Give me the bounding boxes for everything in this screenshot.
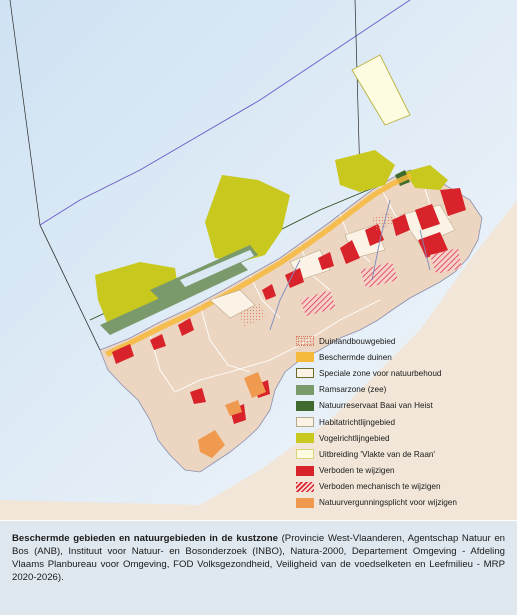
legend-swatch [296,352,314,362]
legend-swatch [296,433,314,443]
legend-label: Verboden mechanisch te wijzigen [319,482,441,492]
caption-source: (Provincie West-Vlaanderen, Agentschap Natuur en Bos (ANB), Instituut voor Natuur- en Bosonderzoek (INBO), Natura-2000, Departement Omgeving - Afdeling Vlaams Planbureau voor Omgeving, FOD Volksgezondheid, Veiligheid van de voedselketen en Leefmilieu - MRP 2020-2026). [12,533,506,583]
legend-label: Vogelrichtlijngebied [319,433,390,443]
legend-swatch [296,482,314,492]
legend-item [296,365,511,381]
legend-swatch [296,368,314,378]
legend-swatch [296,449,314,459]
legend-label: Speciale zone voor natuurbehoud [319,368,442,378]
legend-item [296,495,511,511]
legend-item [296,463,511,479]
caption-title: Beschermde gebieden en natuurgebieden in de kustzone [12,533,278,544]
legend-label: Uitbreiding 'Vlakte van de Raan' [319,449,436,459]
legend-item [296,430,511,446]
legend-swatch [296,498,314,508]
legend-swatch [296,417,314,427]
legend-swatch [296,466,314,476]
legend-item [296,398,511,414]
legend-item [296,382,511,398]
legend-label: Natuurvergunningsplicht voor wijzigen [319,498,457,508]
legend-label: Verboden te wijzigen [319,466,395,476]
legend-swatch [296,385,314,395]
legend-label: Duinlandbouwgebied [319,336,396,346]
legend-item [296,414,511,430]
legend-swatch [296,336,314,346]
legend-swatch [296,401,314,411]
legend-label: Habitatrichtlijngebied [319,417,396,427]
legend-item [296,446,511,462]
legend-item [296,479,511,495]
legend-item [296,333,511,349]
map-legend [296,333,511,511]
legend-label: Beschermde duinen [319,352,392,362]
legend-label: Ramsarzone (zee) [319,385,387,395]
figure-caption [0,521,517,615]
legend-label: Natuurreservaat Baai van Heist [319,401,433,411]
legend-item [296,349,511,365]
